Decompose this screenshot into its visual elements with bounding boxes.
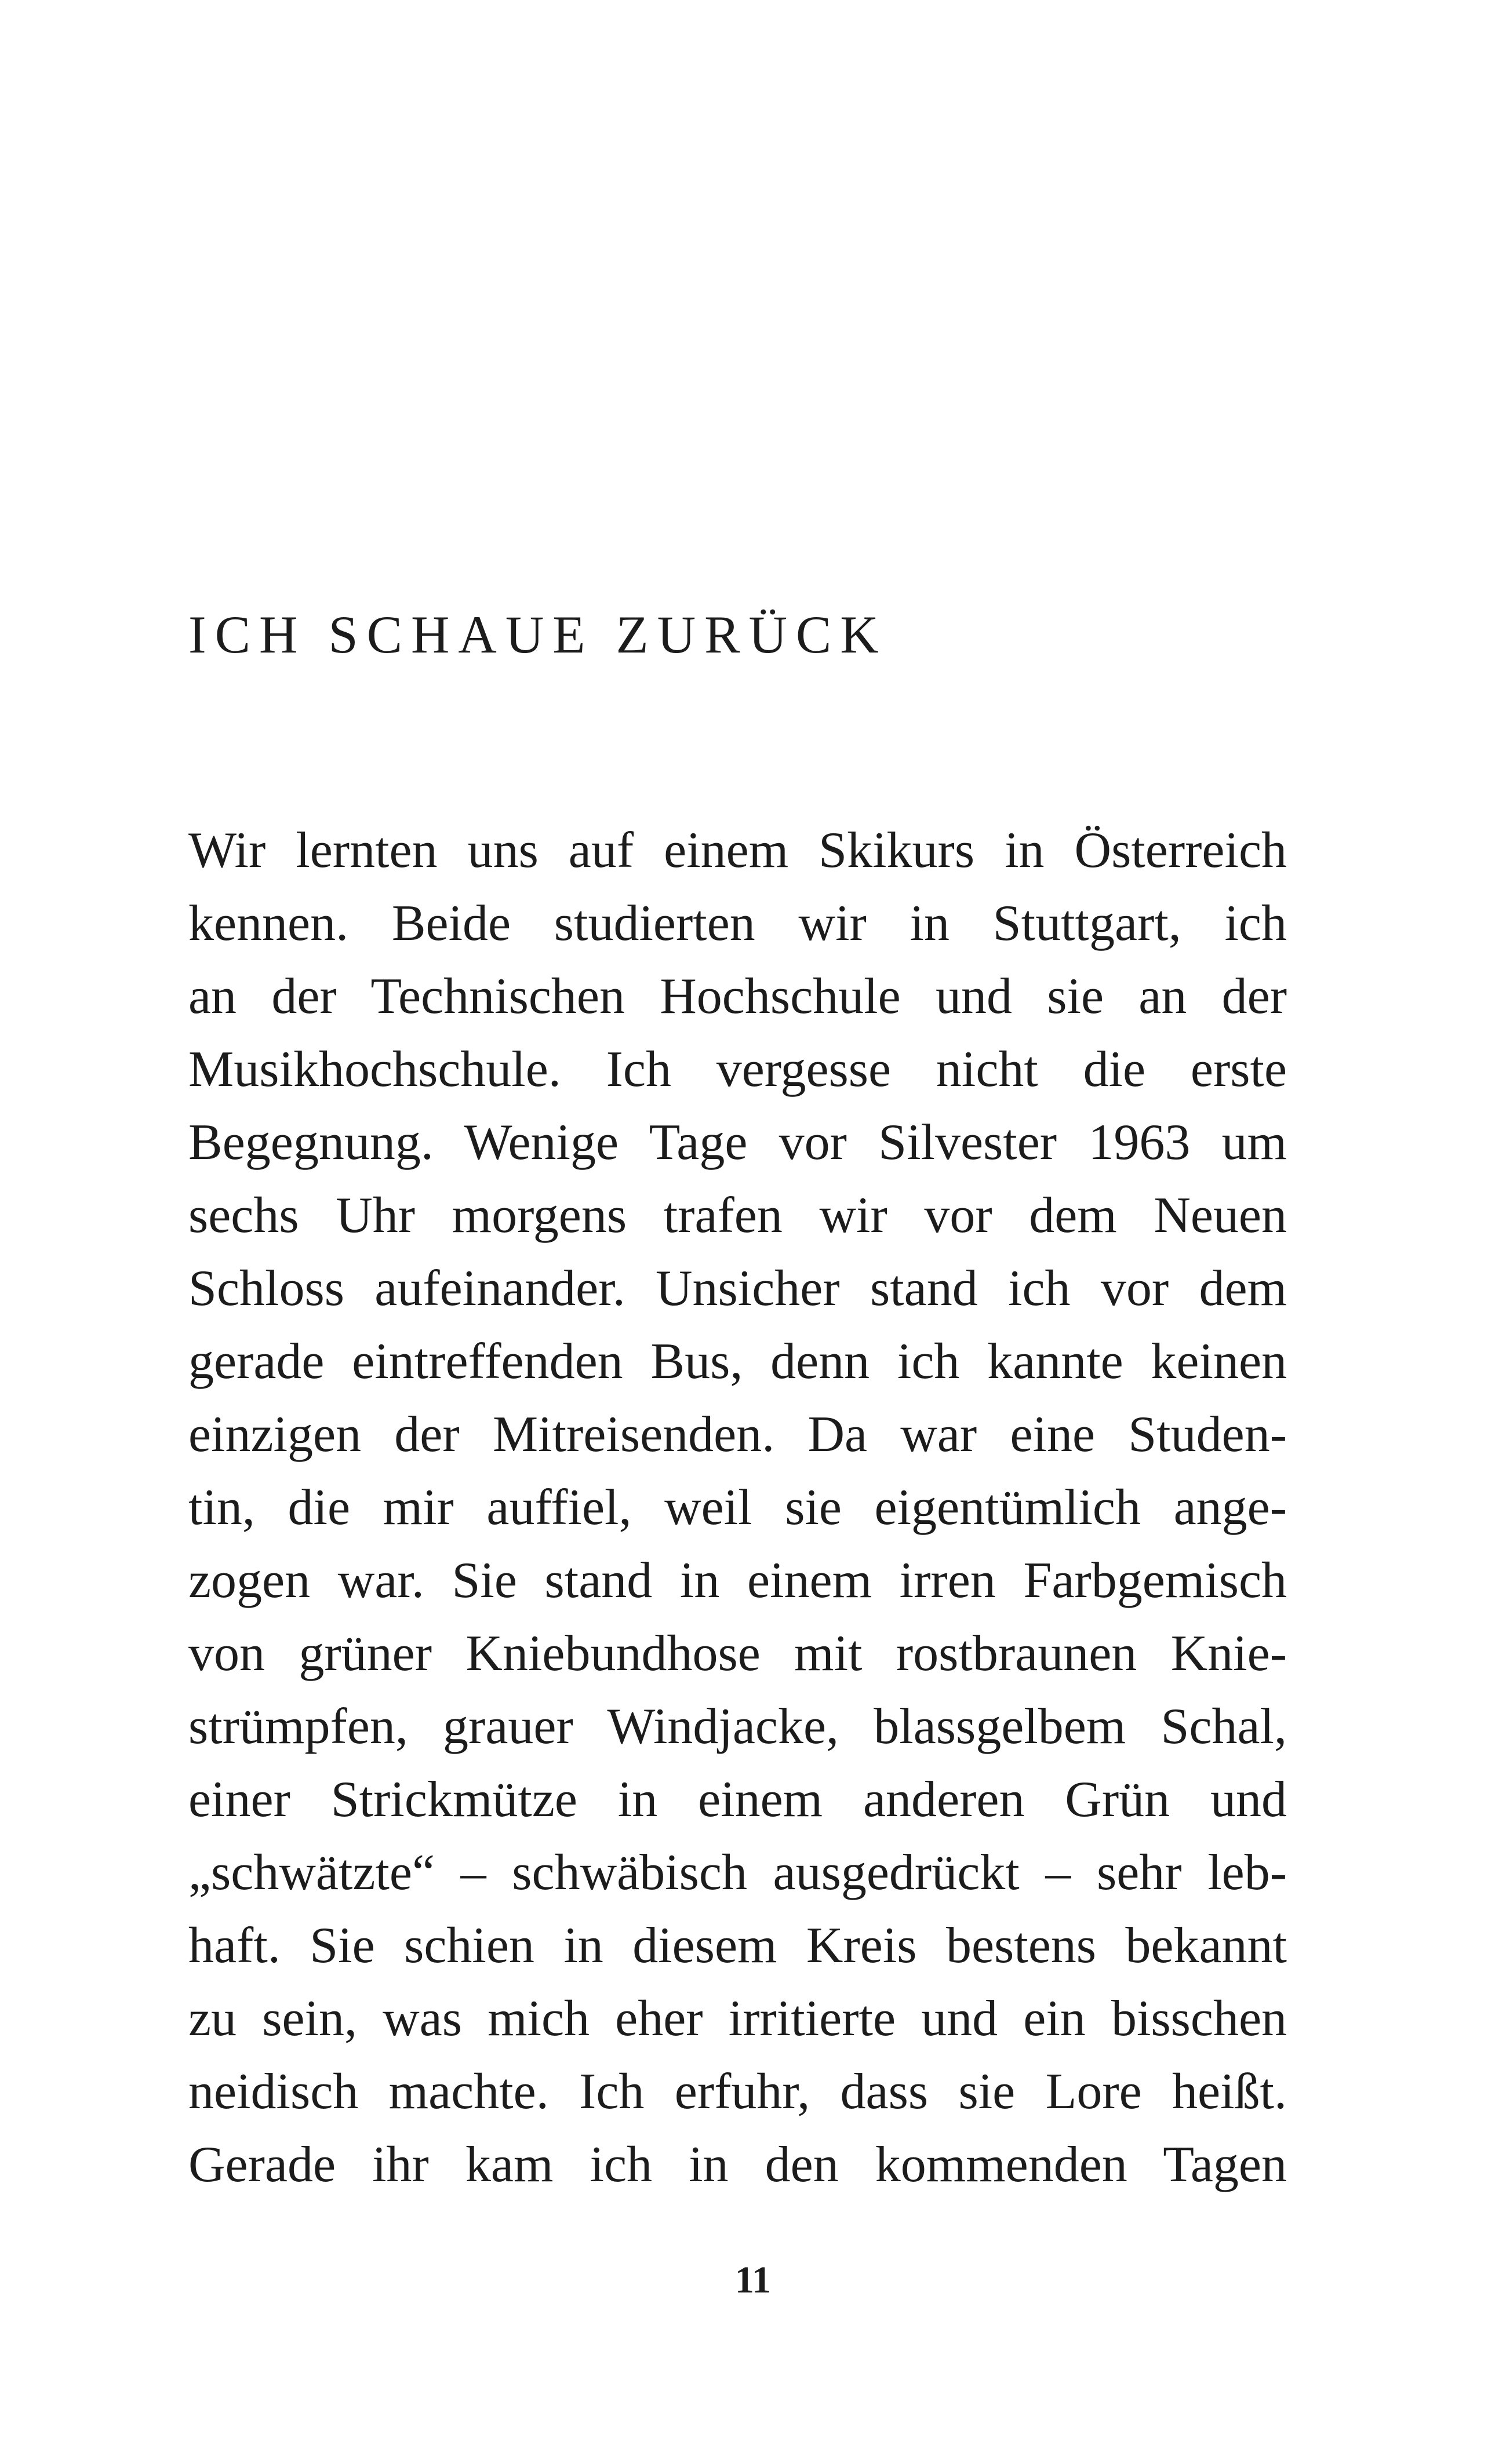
text-line: sechs Uhr morgens trafen wir vor dem Neuen [188, 1187, 1287, 1244]
body-paragraph [188, 814, 1287, 2201]
text-line: Musikhochschule. Ich vergesse nicht die erste [188, 1041, 1287, 1098]
text-line: an der Technischen Hochschule und sie an der [188, 968, 1287, 1025]
text-line: Wir lernten uns auf einem Skikurs in Österreich [188, 822, 1287, 879]
text-line: Schloss aufeinander. Unsicher stand ich vor dem [188, 1260, 1287, 1317]
text-line: neidisch machte. Ich erfuhr, dass sie Lore heißt. [188, 2064, 1287, 2120]
text-line: von grüner Kniebundhose mit rostbraunen Knie- [188, 1625, 1287, 1682]
text-line: haft. Sie schien in diesem Kreis bestens bekannt [188, 1918, 1287, 1974]
page-number: 11 [734, 2259, 772, 2301]
text-line: zu sein, was mich eher irritierte und ein bisschen [188, 1991, 1287, 2047]
text-line: Begegnung. Wenige Tage vor Silvester 1963 um [188, 1114, 1287, 1171]
text-line: strümpfen, grauer Windjacke, blassgelbem Schal, [188, 1698, 1287, 1755]
chapter-title: ICH SCHAUE ZURÜCK [188, 605, 887, 664]
text-line: gerade eintreffenden Bus, denn ich kannte keinen [188, 1333, 1287, 1390]
text-line: einzigen der Mitreisenden. Da war eine Studen- [188, 1406, 1287, 1463]
text-line: einer Strickmütze in einem anderen Grün und [188, 1772, 1287, 1828]
text-line: kennen. Beide studierten wir in Stuttgart, ich [188, 895, 1287, 952]
text-line: zogen war. Sie stand in einem irren Farbgemisch [188, 1552, 1287, 1609]
text-line: Gerade ihr kam ich in den kommenden Tagen [188, 2137, 1287, 2193]
text-line: „schwätzte“ – schwäbisch ausgedrückt – sehr leb- [188, 1845, 1287, 1901]
text-line: tin, die mir auffiel, weil sie eigentümlich ange- [188, 1479, 1287, 1536]
